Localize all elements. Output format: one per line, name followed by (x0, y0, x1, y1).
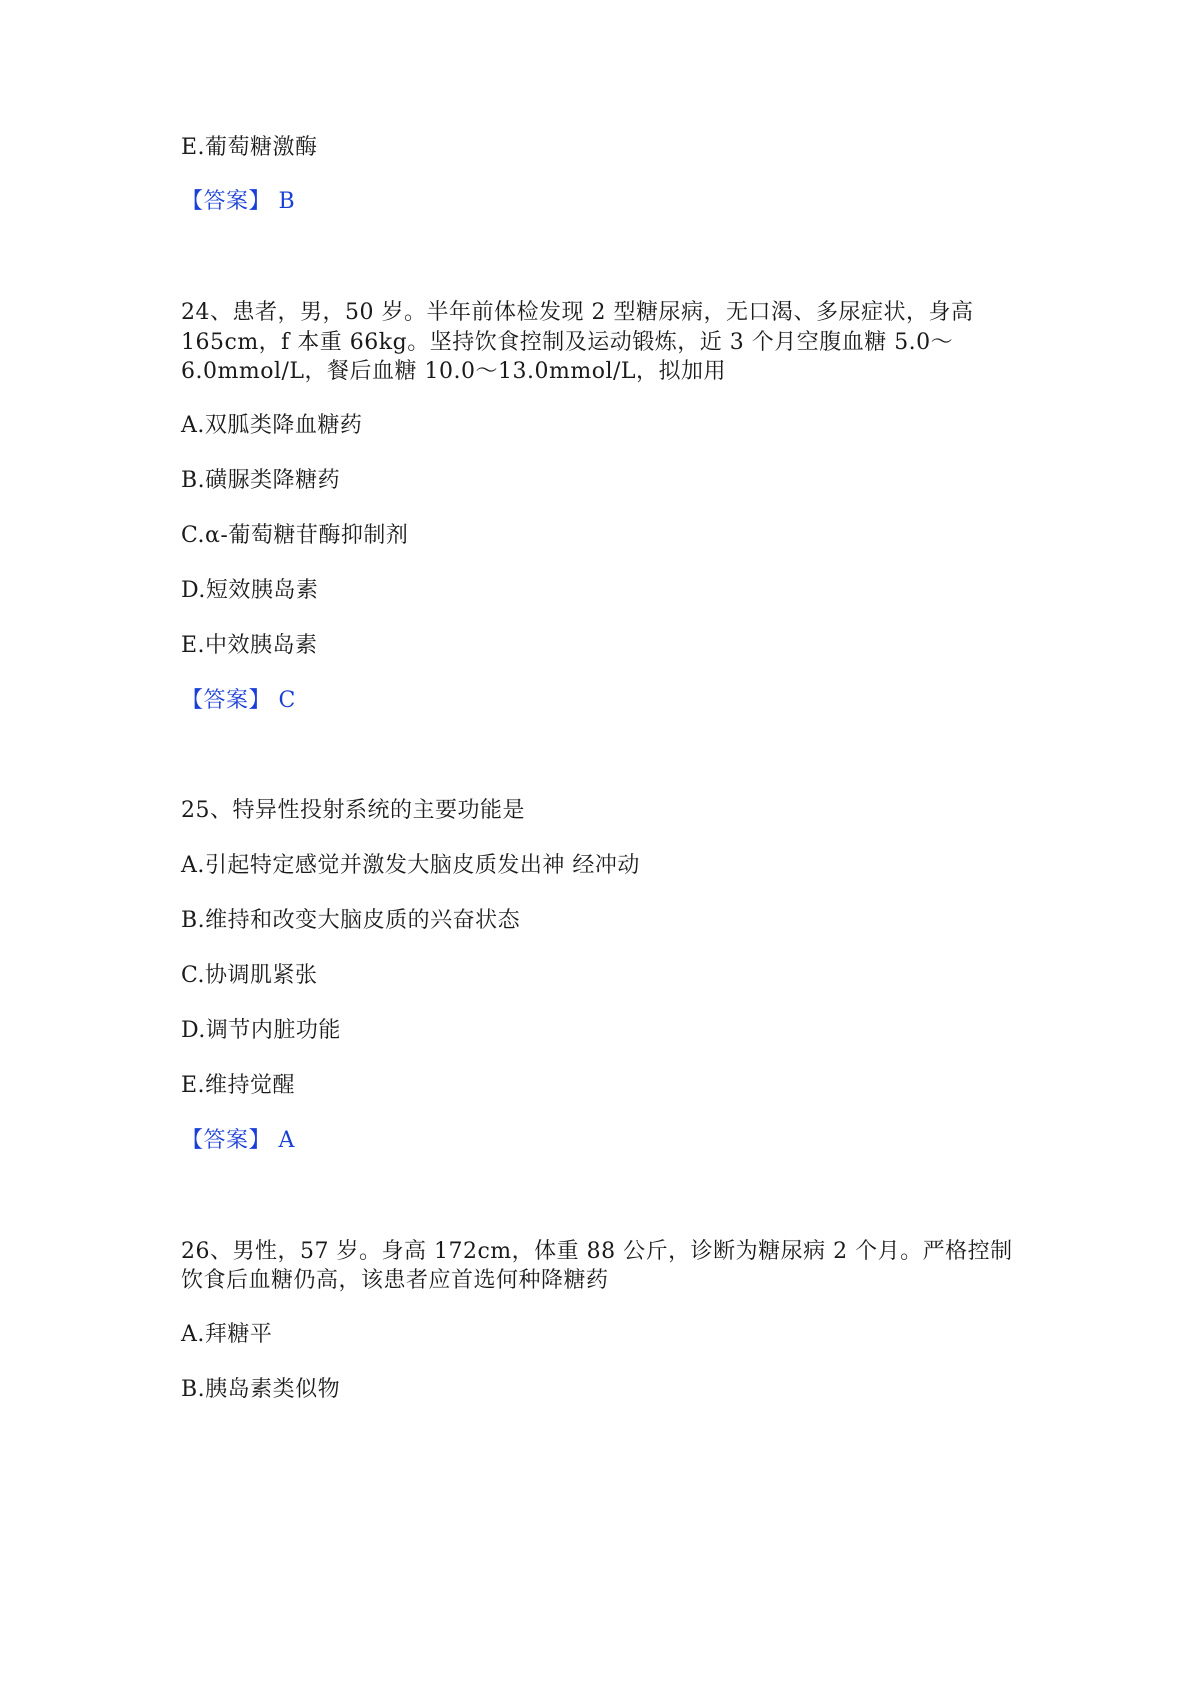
q25-option-a: A.引起特定感觉并激发大脑皮质发出神 经冲动 (181, 853, 640, 878)
q24-option-d: D.短效胰岛素 (181, 578, 319, 603)
q25-option-c: C.协调肌紧张 (181, 963, 318, 988)
q23-answer: 【答案】 B (181, 189, 296, 214)
q25-option-d: D.调节内脏功能 (181, 1018, 341, 1043)
q24-option-b: B.磺脲类降糖药 (181, 468, 341, 493)
q26-stem-line-1: 26、男性，57 岁。身高 172cm，体重 88 公斤，诊断为糖尿病 2 个月。严格控制 (181, 1239, 1013, 1264)
q24-stem-line-2: 165cm，f 本重 66kg。坚持饮食控制及运动锻炼，近 3 个月空腹血糖 5.0～ (181, 330, 954, 355)
q25-answer: 【答案】 A (181, 1128, 295, 1153)
q25-option-e: E.维持觉醒 (181, 1073, 296, 1098)
q26-stem-line-2: 饮食后血糖仍高，该患者应首选何种降糖药 (181, 1268, 609, 1293)
q24-option-c: C.α-葡萄糖苷酶抑制剂 (181, 523, 409, 548)
q24-stem-line-3: 6.0mmol/L，餐后血糖 10.0～13.0mmol/L，拟加用 (181, 359, 727, 384)
q26-option-b: B.胰岛素类似物 (181, 1377, 341, 1402)
q25-stem: 25、特异性投射系统的主要功能是 (181, 798, 525, 823)
q25-option-b: B.维持和改变大脑皮质的兴奋状态 (181, 908, 521, 933)
q24-answer: 【答案】 C (181, 688, 296, 713)
q24-stem-line-1: 24、患者，男，50 岁。半年前体检发现 2 型糖尿病，无口渴、多尿症状，身高 (181, 300, 974, 325)
q24-option-a: A.双胍类降血糖药 (181, 413, 363, 438)
q26-option-a: A.拜糖平 (181, 1322, 273, 1347)
q23-option-e: E.葡萄糖激酶 (181, 135, 318, 160)
q24-option-e: E.中效胰岛素 (181, 633, 318, 658)
